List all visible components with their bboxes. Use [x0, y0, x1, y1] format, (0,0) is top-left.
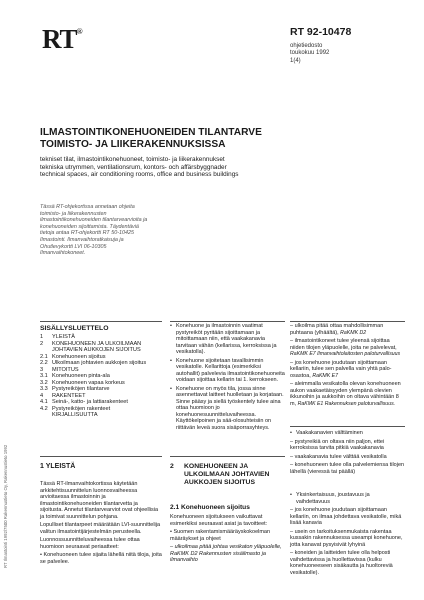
meta-page: 1(4): [290, 57, 301, 64]
subject-keywords: [40, 156, 340, 179]
toc-item-number: 2.1: [40, 353, 48, 360]
toc-item-text: Ulkoilmaan johtavien aukkojen sijoitus: [52, 360, 147, 366]
column-c-bottom: [290, 492, 405, 578]
list-item: – jos konehuone joudutaan sijoittamaan kellariin, tulee sen palvella vain yhtä palo-osastoa, RaKMK E7: [290, 359, 392, 379]
document-title: ILMASTOINTIKONEHUONEIDEN TILANTARVE TOIMISTO- JA LIIKERAKENNUKSISSA: [40, 127, 262, 150]
toc-item-number: [40, 412, 52, 419]
intro-note: Tässä RT-ohjekortissa annetaan ohjeita toimisto- ja liikerakennusten ilmastointikonehuoneiden tilantarvearvioita ja konehuoneiden sijoittamista. Täydentäviä tietoja antaa RT-ohjekortti RT 50-10425 Ilmastointi. Ilmanvaihtoratkaisuja ja Ohutlevykortti LVI 06-10305 Ilmanvaihtokoneet.: [40, 204, 148, 257]
divider: [40, 456, 162, 457]
paragraph: • Konehuoneen tulee sijaita lähellä niitä tiloja, joita se palvelee.: [40, 552, 162, 565]
paragraph: • Suomen rakentamismääräyskokoelman määräykset ja ohjeet: [170, 529, 271, 542]
toc-item-text: Konehuoneen sijoitus: [52, 353, 106, 360]
table-of-contents: [40, 325, 162, 419]
list-item: – aleimmalla vesikatolla olevan konehuoneen aukon vaakaetäisyyden ylempänä olevien ikkunoihin ja aukkoihin on oltava vähintään 8 m, RaKMK E1 Rakennuksen paloturvallisuus.: [290, 381, 401, 407]
column-c-middle: [290, 430, 405, 477]
paragraph: Lopulliset tilantarpeet määrätään LVI-suunnittelija valitun ilmastointijärjestelmän perusteella.: [40, 522, 161, 535]
section-2-heading: 2 KONEHUONEEN JA ULKOILMAAN JOHTAVIEN AUKKOJEN SIJOITUS: [170, 463, 270, 486]
paragraph: Tässä RT-ilmanvaihtokortissa käytetään arkkitehtisuunnittelun luonnosvaiheessa arvioitaessa ilmastoinnin ja ilmastointikonehuoneiden tilantarvetta ja sijoitusta. Annetut tilantarvearviot ovat ohjeellisia ja toimivat suunnittelun pohjana.: [40, 481, 159, 520]
list-item: – ulkoilma pitää ottaa mahdollisimman puhtaana (ylhäältä), RaKMK D2: [290, 323, 384, 336]
list-item: – jos konehuone joudutaan sijoittamaan kellariin, on ilmaa johdettava vesikatolle, mikä lisää kanavia: [290, 507, 402, 526]
list-item: – pystyreikiä on oltava niin paljon, ettei kerroksissa tarvita pitkiä vaakakanavia: [290, 438, 385, 451]
toc-item: [40, 341, 162, 354]
column-c: [290, 323, 405, 409]
toc-item-text: MITOITUS: [52, 366, 79, 373]
list-item: • Konehuone on myös tila, jossa sinne asennettavat laitteet huolletaan ja korjataan. Sinne pääsy ja siellä työskentely tulee aina ottaa huomioon jo konehuonesuunnitteluvaiheessa. Käyttökelpoinen ja sää-olosuhteisiin on riittävän leveä suora sisäporrasyhteys.: [170, 386, 285, 432]
meta-date: toukokuu 1992: [290, 50, 330, 57]
toc-item-number: 3.3: [40, 386, 48, 392]
keywords-sv: tekniska utrymmen, ventilationsrum, kontors- och affärsbyggnader: [40, 163, 227, 171]
document-code: RT 92-10478: [290, 26, 352, 38]
toc-item: [40, 412, 162, 419]
toc-item-number: 3.2: [40, 379, 48, 386]
toc-item-number: 2: [40, 340, 44, 347]
toc-item-number: 3.1: [40, 373, 48, 379]
list-item: • Yksinkertaisuus, joustavuus ja vaihdettavuus: [290, 492, 405, 505]
toc-item-number: 1: [40, 334, 44, 340]
side-publisher-text: RT Ilmastointi 1992/7500 Rakennustieto Oy, Rakennustieto 1992: [3, 444, 8, 568]
toc-item-number: 4.1: [40, 399, 48, 405]
divider: [170, 321, 285, 322]
section-2-1-heading: 2.1 Konehuoneen sijoitus: [170, 504, 250, 511]
toc-item-text: KONEHUONEEN JA ULKOILMAAN JOHTAVIEN AUKKOJEN SIJOITUS: [52, 340, 142, 353]
divider: [290, 426, 405, 427]
divider: [290, 321, 405, 322]
paragraph: Konehuoneen sijoitukseen vaikuttavat esimerkiksi seuraavat asiat ja tavoitteet:: [170, 514, 268, 527]
toc-item-text: KIRJALLISUUTTA: [52, 412, 98, 418]
toc-item-text: RAKENTEET: [52, 392, 86, 399]
document-meta: [290, 43, 329, 65]
toc-item-number: 3: [40, 366, 44, 373]
rt-logo: RT®: [42, 24, 83, 54]
toc-item-text: Seinä-, katto- ja lattiarakenteet: [52, 399, 128, 405]
section-2-1-body: [170, 514, 285, 566]
toc-item-text: Pystyreiköjen tilantarve: [52, 386, 110, 392]
toc-item-text: Konehuoneen pinta-ala: [52, 373, 110, 379]
paragraph: – ulkoilmaa pitää johtaa vesikaton yläpuolelle, RaKMK D2 Rakennusten sisäilmasto ja ilmanvaihto: [170, 544, 282, 563]
toc-heading: SISÄLLYSLUETTELO: [40, 325, 109, 332]
list-item: • Konehuone sijoitetaan tavallisimmin vesikatolle. Kellarittoja (esimerkiksi autohallit) palvelevia ilmastointikonehuoneita voidaan sijoittaa kellarin tai 1. kerrokseen.: [170, 358, 285, 384]
divider: [170, 456, 285, 457]
toc-item-number: 4: [40, 392, 44, 399]
list-item: – usein on tarkoituksenmukaista rakentaa kussakin rakennuksessa useampi konehuone, jotta kanavat pysyisivät lyhyinä: [290, 528, 403, 548]
toc-item-number: 2.2: [40, 360, 48, 366]
column-b: [170, 323, 285, 433]
list-item: – konehuoneen tulee olla palvelemiensa tilojen lähellä (vieressä tai päällä): [290, 462, 405, 475]
list-item: – vaakakanavia tulee välttää vesikatolla: [290, 453, 387, 460]
paragraph: Luonnossuunnitteluvaiheessa tulee ottaa huomioon seuraavat periaatteet:: [40, 537, 140, 550]
meta-type: ohjetiedosto: [290, 43, 323, 49]
divider: [40, 321, 162, 322]
list-item: – koneiden ja laitteiden tulee olla helposti vaihdettavissa ja huollettavissa (kulku konehuoneeseen sisäkautta ja huoltoreviä vesikatolle).: [290, 550, 393, 576]
list-item: • Vaakakanavien välttäminen: [290, 430, 405, 437]
keywords-en: technical spaces, air conditioning rooms, office and business buildings: [40, 171, 239, 179]
list-item: • Konehuone ja ilmastoinnin vaatimat pystyreiköt pyritään sijoittamaan ja mitoittamaan niin, että vaakakanavia tarvitaan vähän (kellarissa, kerroksissa ja vesikatolla).: [170, 323, 285, 356]
keywords-fi: tekniset tilat, ilmastointikonehuoneet, toimisto- ja liikerakennukset: [40, 156, 225, 163]
section-1-heading: 1 YLEISTÄ: [40, 463, 76, 470]
toc-item-text: Pystyreiköjen rakenteet: [52, 405, 111, 412]
toc-item-text: YLEISTÄ: [52, 334, 76, 340]
toc-item-text: Konehuoneen vapaa korkeus: [52, 379, 125, 386]
list-item: – ilmastointikoneet tulee yleensä sijoittaa niiden tilojen yläpuolelle, joita ne palvelevat, RaKMK E7 Ilmanvaihtolaitosten paloturvallisuus: [290, 338, 401, 357]
section-1-body: [40, 481, 162, 567]
toc-item-number: 4.2: [40, 405, 48, 412]
